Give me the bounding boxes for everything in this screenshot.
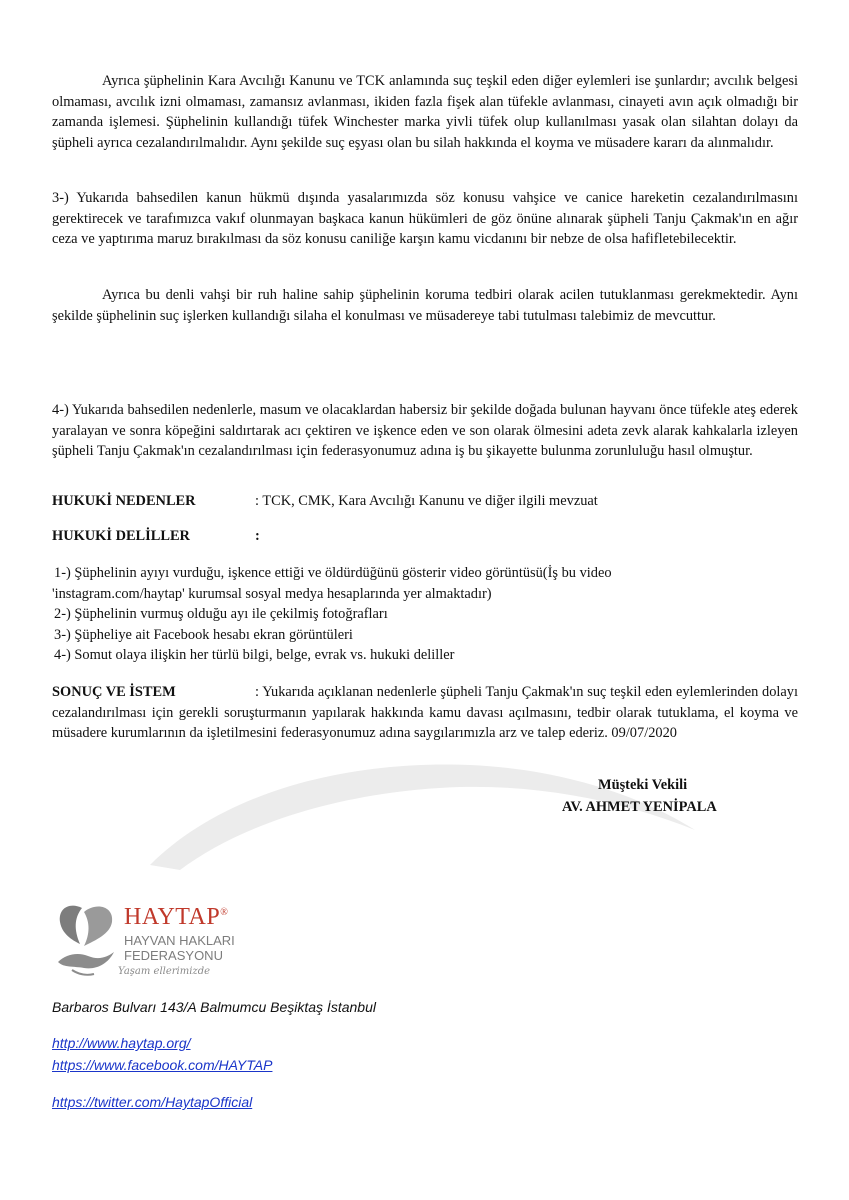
website-link[interactable]: http://www.haytap.org/ [52,1035,191,1051]
haytap-logo [52,900,252,980]
evidence-item: 1-) Şüphelinin ayıyı vurduğu, işkence ettiği ve öldürdüğünü gösterir video görüntüsü(İş bu video [54,565,612,581]
paragraph-4: 4-) Yukarıda bahsedilen nedenlerle, masum ve olacaklardan habersiz bir şekilde doğada bulunan hayvanı önce tüfekle ateş ederek yaralayan ve sonra köpeğini saldırtarak acı çektiren ve işkence eden ve son olarak ölmesini adeta zevk alarak kahkalarla izleyen şüpheli Tanju Çakmak'ın cezalandırılması için federasyonumuz adına iş bu şikayette bulunma zorunluluğu hasıl olmuştur. [52,402,798,460]
paragraph-other-offenses: Ayrıca şüphelinin Kara Avcılığı Kanunu ve TCK anlamında suç teşkil eden diğer eylemleri ise şunlardır; avcılık belgesi olmaması, avcılık izni olmaması, zamansız avlanması, ikiden fazla fişek alan tüfekle avlanması, cinayeti avın açık olmadığı bir zamanda işlemesi. Şüphelinin kullandığı tüfek Winchester marka yivli tüfek olup kullanılması yasak olan silahtan dolayı da şüpheli ayrıca cezalandırılmalıdır. Aynı şekilde suç eşyası olan bu silah hakkında el koyma ve müsadere kararı da alınmalıdır. [52,73,798,151]
conclusion-label: SONUÇ VE İSTEM [52,684,176,700]
evidence-item: 3-) Şüpheliye ait Facebook hesabı ekran görüntüleri [54,626,353,643]
signature-name: AV. AHMET YENİPALA [562,799,717,815]
evidence-item: 2-) Şüphelinin vurmuş olduğu ayı ile çekilmiş fotoğrafları [54,606,388,623]
logo-subtitle [124,933,235,963]
logo-brand-text: HAYTAP [124,904,221,930]
paragraph-3: 3-) Yukarıda bahsedilen kanun hükmü dışında yasalarımızda söz konusu vahşice ve canice hareketin cezalandırılmasını gerektirecek ve tarafımızca vakıf olunmayan başkaca kanun hükümleri de göz önüne alınarak şüpheli Tanju Çakmak'ın en ağır ceza ve yaptırıma maruz bırakılması da söz konusu caniliğe karşın kamu vicdanını bir nebze de olsa hafifletebilecektir. [52,190,798,248]
evidence-item: 'instagram.com/haytap' kurumsal sosyal medya hesaplarında yer almaktadır) [52,585,492,602]
logo-brand [124,904,228,931]
evidence-list [54,563,754,666]
footer-address: Barbaros Bulvarı 143/A Balmumcu Beşiktaş İstanbul [52,999,376,1015]
logo-line2: FEDERASYONU [124,948,223,963]
paragraph-arrest: Ayrıca bu denli vahşi bir ruh haline sahip şüphelinin koruma tedbiri olarak acilen tutuklanması gerekmektedir. Aynı şekilde şüphelinin suç işlerken kullandığı silaha el konulması ve müsadereye tabi tutulması talebimiz de mevcuttur. [52,287,798,324]
logo-line1: HAYVAN HAKLARI [124,933,235,948]
legal-evidence-colon: : [255,528,260,544]
logo-registered: ® [220,907,229,918]
butterfly-hand-icon [52,900,122,980]
evidence-item: 4-) Somut olaya ilişkin her türlü bilgi, belge, evrak vs. hukuki deliller [54,647,455,664]
conclusion-text: : Yukarıda açıklanan nedenlerle şüpheli Tanju Çakmak'ın suç teşkil eden eylemlerinden dolayı cezalandırılması için gerekli soruşturmanın yapılarak hakkında kamu davası açılmasını, tedbir olarak tutuklama, el koyma ve müsadere kurumlarının da işletilmesini federasyonumuz adına saygılarımızla arz ve talep ederiz. 09/07/2020 [52,684,798,742]
facebook-link[interactable]: https://www.facebook.com/HAYTAP [52,1057,273,1073]
legal-evidence-label: HUKUKİ DELİLLER [52,528,190,544]
legal-grounds-value: : TCK, CMK, Kara Avcılığı Kanunu ve diğer ilgili mevzuat [255,493,598,509]
twitter-link[interactable]: https://twitter.com/HaytapOfficial [52,1094,253,1110]
legal-grounds-label: HUKUKİ NEDENLER [52,493,196,509]
conclusion-block [52,682,798,744]
signature-role: Müşteki Vekili [598,777,688,793]
logo-tagline: Yaşam ellerimizde [118,966,211,977]
